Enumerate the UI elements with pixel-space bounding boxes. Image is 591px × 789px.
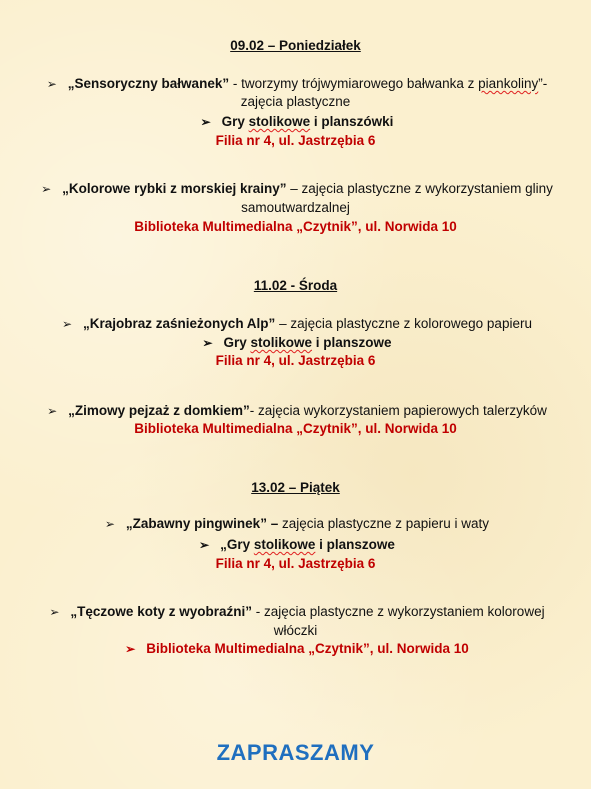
arrowhead-bullet-icon: ➢ [47,404,58,418]
day-3-event-3: ➢ „Tęczowe koty z wyobraźni” - zajęcia plastyczne z wykorzystaniem kolorowej [0,603,591,621]
event-description-wavy: piankoliny [478,76,539,91]
arrowhead-bullet-icon: ➢ [200,115,211,129]
day-2-event-3: ➢ „Zimowy pejzaż z domkiem”- zajęcia wykorzystaniem papierowych talerzyków [0,402,591,420]
arrowhead-bullet-icon: ➢ [104,517,115,531]
event-title: „Sensoryczny bałwanek” [67,76,230,91]
day-1-event-3-location: Biblioteka Multimedialna „Czytnik”, ul. Norwida 10 [134,219,457,234]
day-1-event-2: ➢ Gry stolikowe i planszówki [0,113,591,131]
event-description: - tworzymy trójwymiarowego bałwanka z [229,76,479,91]
arrowhead-bullet-icon: ➢ [125,642,136,656]
event-title: „Tęczowe koty z wyobraźni” [70,604,252,619]
arrowhead-bullet-icon: ➢ [202,336,213,350]
day-3-event-2: ➢ „Gry stolikowe i planszowe [0,536,591,554]
event-title: „Zimowy pejzaż z domkiem” [68,403,250,418]
arrowhead-bullet-icon: ➢ [49,605,60,619]
day-3-event-3-location: ➢ Biblioteka Multimedialna „Czytnik”, ul. Norwida 10 [0,640,591,658]
day-1-event-1 [0,75,591,93]
day-2-event-3-location: Biblioteka Multimedialna „Czytnik”, ul. Norwida 10 [134,421,457,436]
closing-invitation: ZAPRASZAMY [216,740,375,765]
arrowhead-bullet-icon: ➢ [41,182,52,196]
event-title: „Kolorowe rybki z morskiej krainy” [62,181,287,196]
day-2-event-1: ➢ „Krajobraz zaśnieżonych Alp” – zajęcia plastyczne z kolorowego papieru [0,315,591,333]
day-3-event-2-location: Filia nr 4, ul. Jastrzębia 6 [215,556,376,571]
day-1-header: 09.02 – Poniedziałek [230,38,361,53]
day-1-event-1-line2: zajęcia plastyczne [240,94,351,109]
arrowhead-bullet-icon: ➢ [61,317,73,331]
day-1-event-3-line2: samoutwardzalnej [241,200,350,215]
event-description-end: ”- [538,76,548,91]
day-2-event-2-location: Filia nr 4, ul. Jastrzębia 6 [215,353,376,368]
day-3-event-3-line2: włóczki [273,623,318,638]
day-1-event-2-location: Filia nr 4, ul. Jastrzębia 6 [215,133,376,148]
day-2-event-2: ➢ Gry stolikowe i planszowe [0,334,591,352]
arrowhead-bullet-icon: ➢ [199,538,210,552]
day-2-header: 11.02 - Środa [253,278,338,293]
day-1-event-3: ➢ „Kolorowe rybki z morskiej krainy” – zajęcia plastyczne z wykorzystaniem gliny [0,180,591,198]
day-3-event-1: ➢ „Zabawny pingwinek” – zajęcia plastyczne z papieru i waty [0,515,591,533]
arrowhead-bullet-icon: ➢ [46,77,57,91]
day-3-header: 13.02 – Piątek [251,480,340,495]
event-title: „Krajobraz zaśnieżonych Alp” [83,316,276,331]
event-title: „Zabawny pingwinek” – [125,516,279,531]
